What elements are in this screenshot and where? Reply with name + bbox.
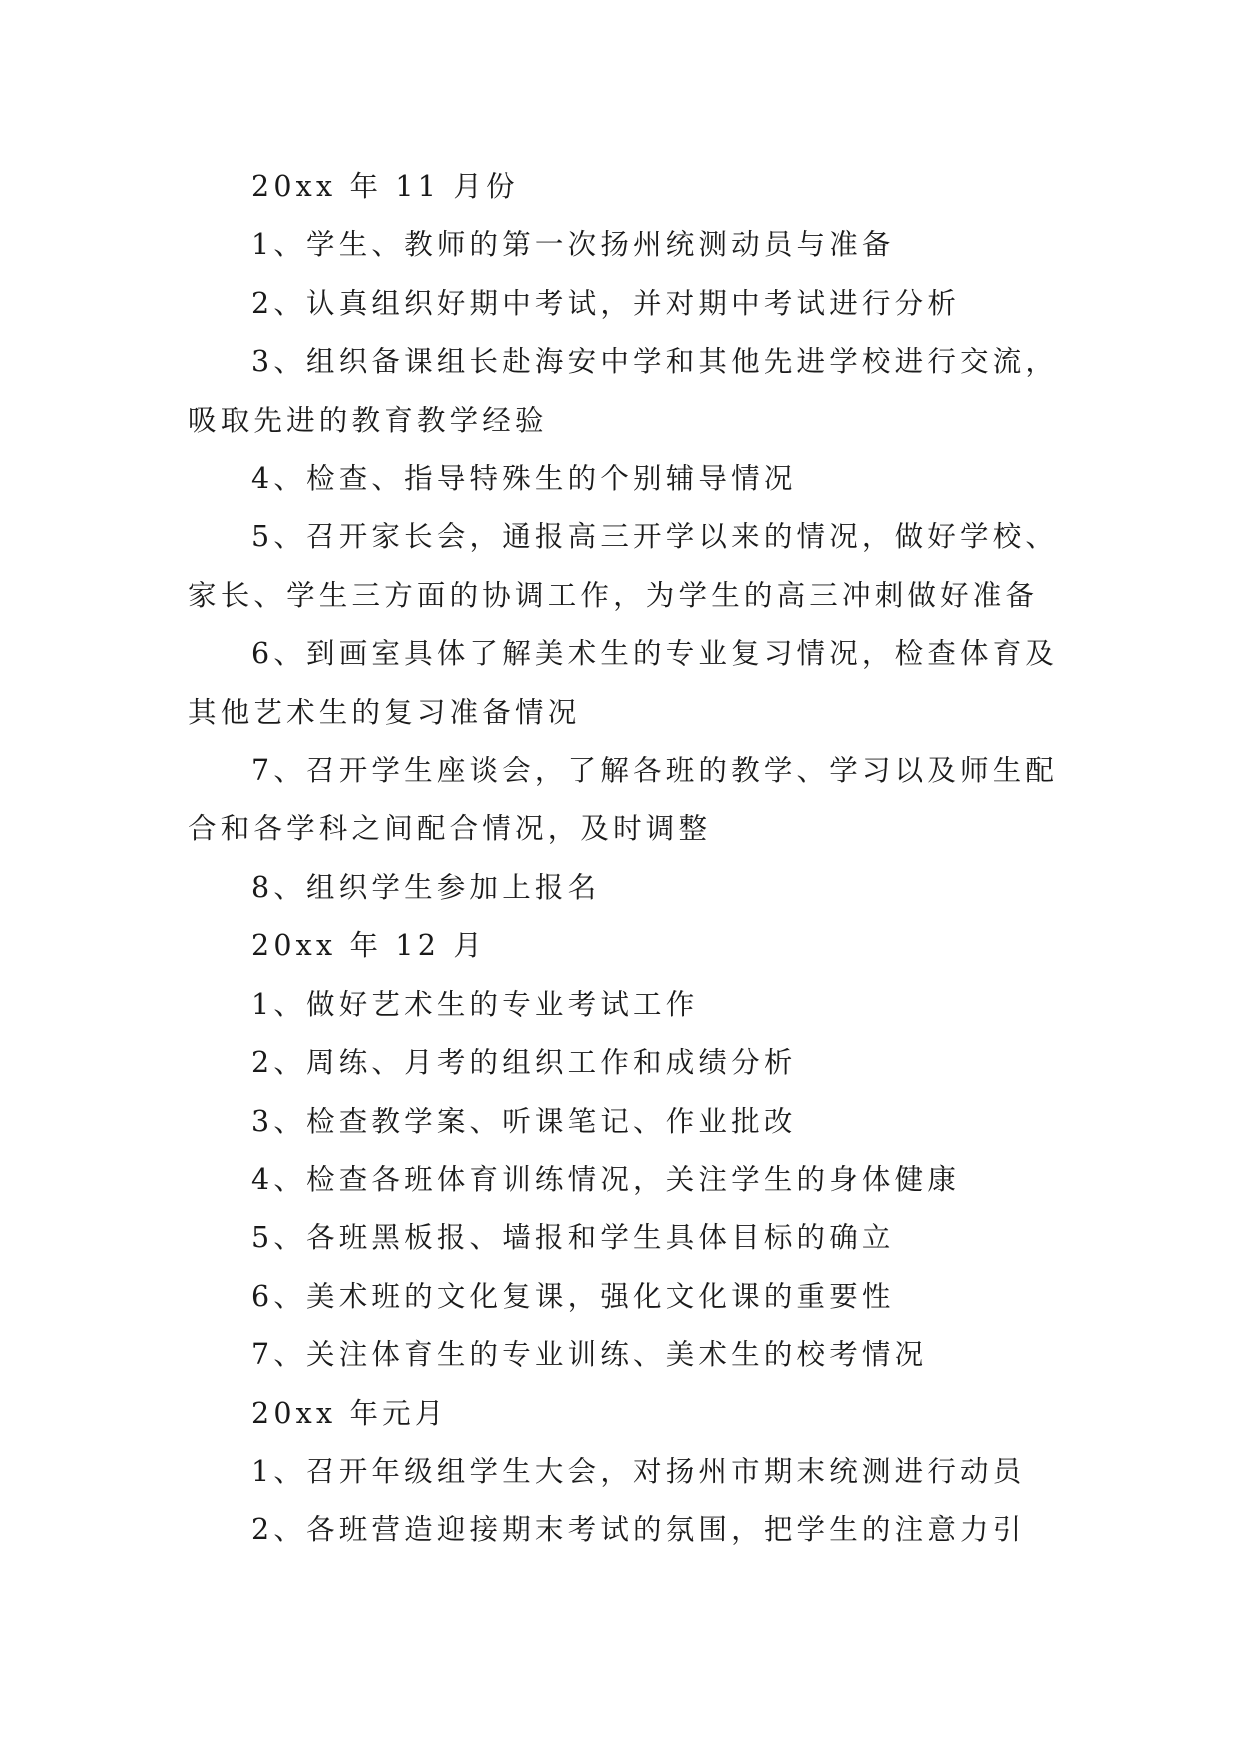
list-item: 2、周练、月考的组织工作和成绩分析 xyxy=(251,1046,797,1080)
document-body xyxy=(188,158,1068,1560)
list-item: 5、各班黑板报、墙报和学生具体目标的确立 xyxy=(251,1221,895,1255)
list-item: 5、召开家长会，通报高三开学以来的情况，做好学校、家长、学生三方面的协调工作，为学生的高三冲刺做好准备 xyxy=(188,520,1059,612)
list-item: 3、组织备课组长赴海安中学和其他先进学校进行交流，吸取先进的教育教学经验 xyxy=(188,345,1059,437)
month-heading-november: 20xx 年 11 月份 xyxy=(251,170,519,203)
list-item: 4、检查各班体育训练情况，关注学生的身体健康 xyxy=(251,1162,961,1196)
list-item: 7、召开学生座谈会，了解各班的教学、学习以及师生配合和各学科之间配合情况，及时调整 xyxy=(188,754,1059,846)
list-item: 3、检查教学案、听课笔记、作业批改 xyxy=(251,1104,797,1138)
list-item: 4、检查、指导特殊生的个别辅导情况 xyxy=(251,462,797,496)
list-item: 2、认真组织好期中考试，并对期中考试进行分析 xyxy=(251,286,961,320)
month-heading-december: 20xx 年 12 月 xyxy=(251,929,487,963)
list-item: 6、美术班的文化复课，强化文化课的重要性 xyxy=(251,1279,895,1313)
month-heading-january: 20xx 年元月 xyxy=(251,1396,448,1430)
list-item: 8、组织学生参加上报名 xyxy=(251,870,601,904)
list-item: 1、学生、教师的第一次扬州统测动员与准备 xyxy=(251,228,895,262)
list-item: 1、做好艺术生的专业考试工作 xyxy=(251,987,699,1021)
list-item: 6、到画室具体了解美术生的专业复习情况，检查体育及其他艺术生的复习准备情况 xyxy=(188,637,1059,729)
list-item: 1、召开年级组学生大会，对扬州市期末统测进行动员 xyxy=(251,1454,1026,1488)
list-item: 2、各班营造迎接期末考试的氛围，把学生的注意力引 xyxy=(251,1513,1026,1547)
list-item: 7、关注体育生的专业训练、美术生的校考情况 xyxy=(251,1338,928,1372)
